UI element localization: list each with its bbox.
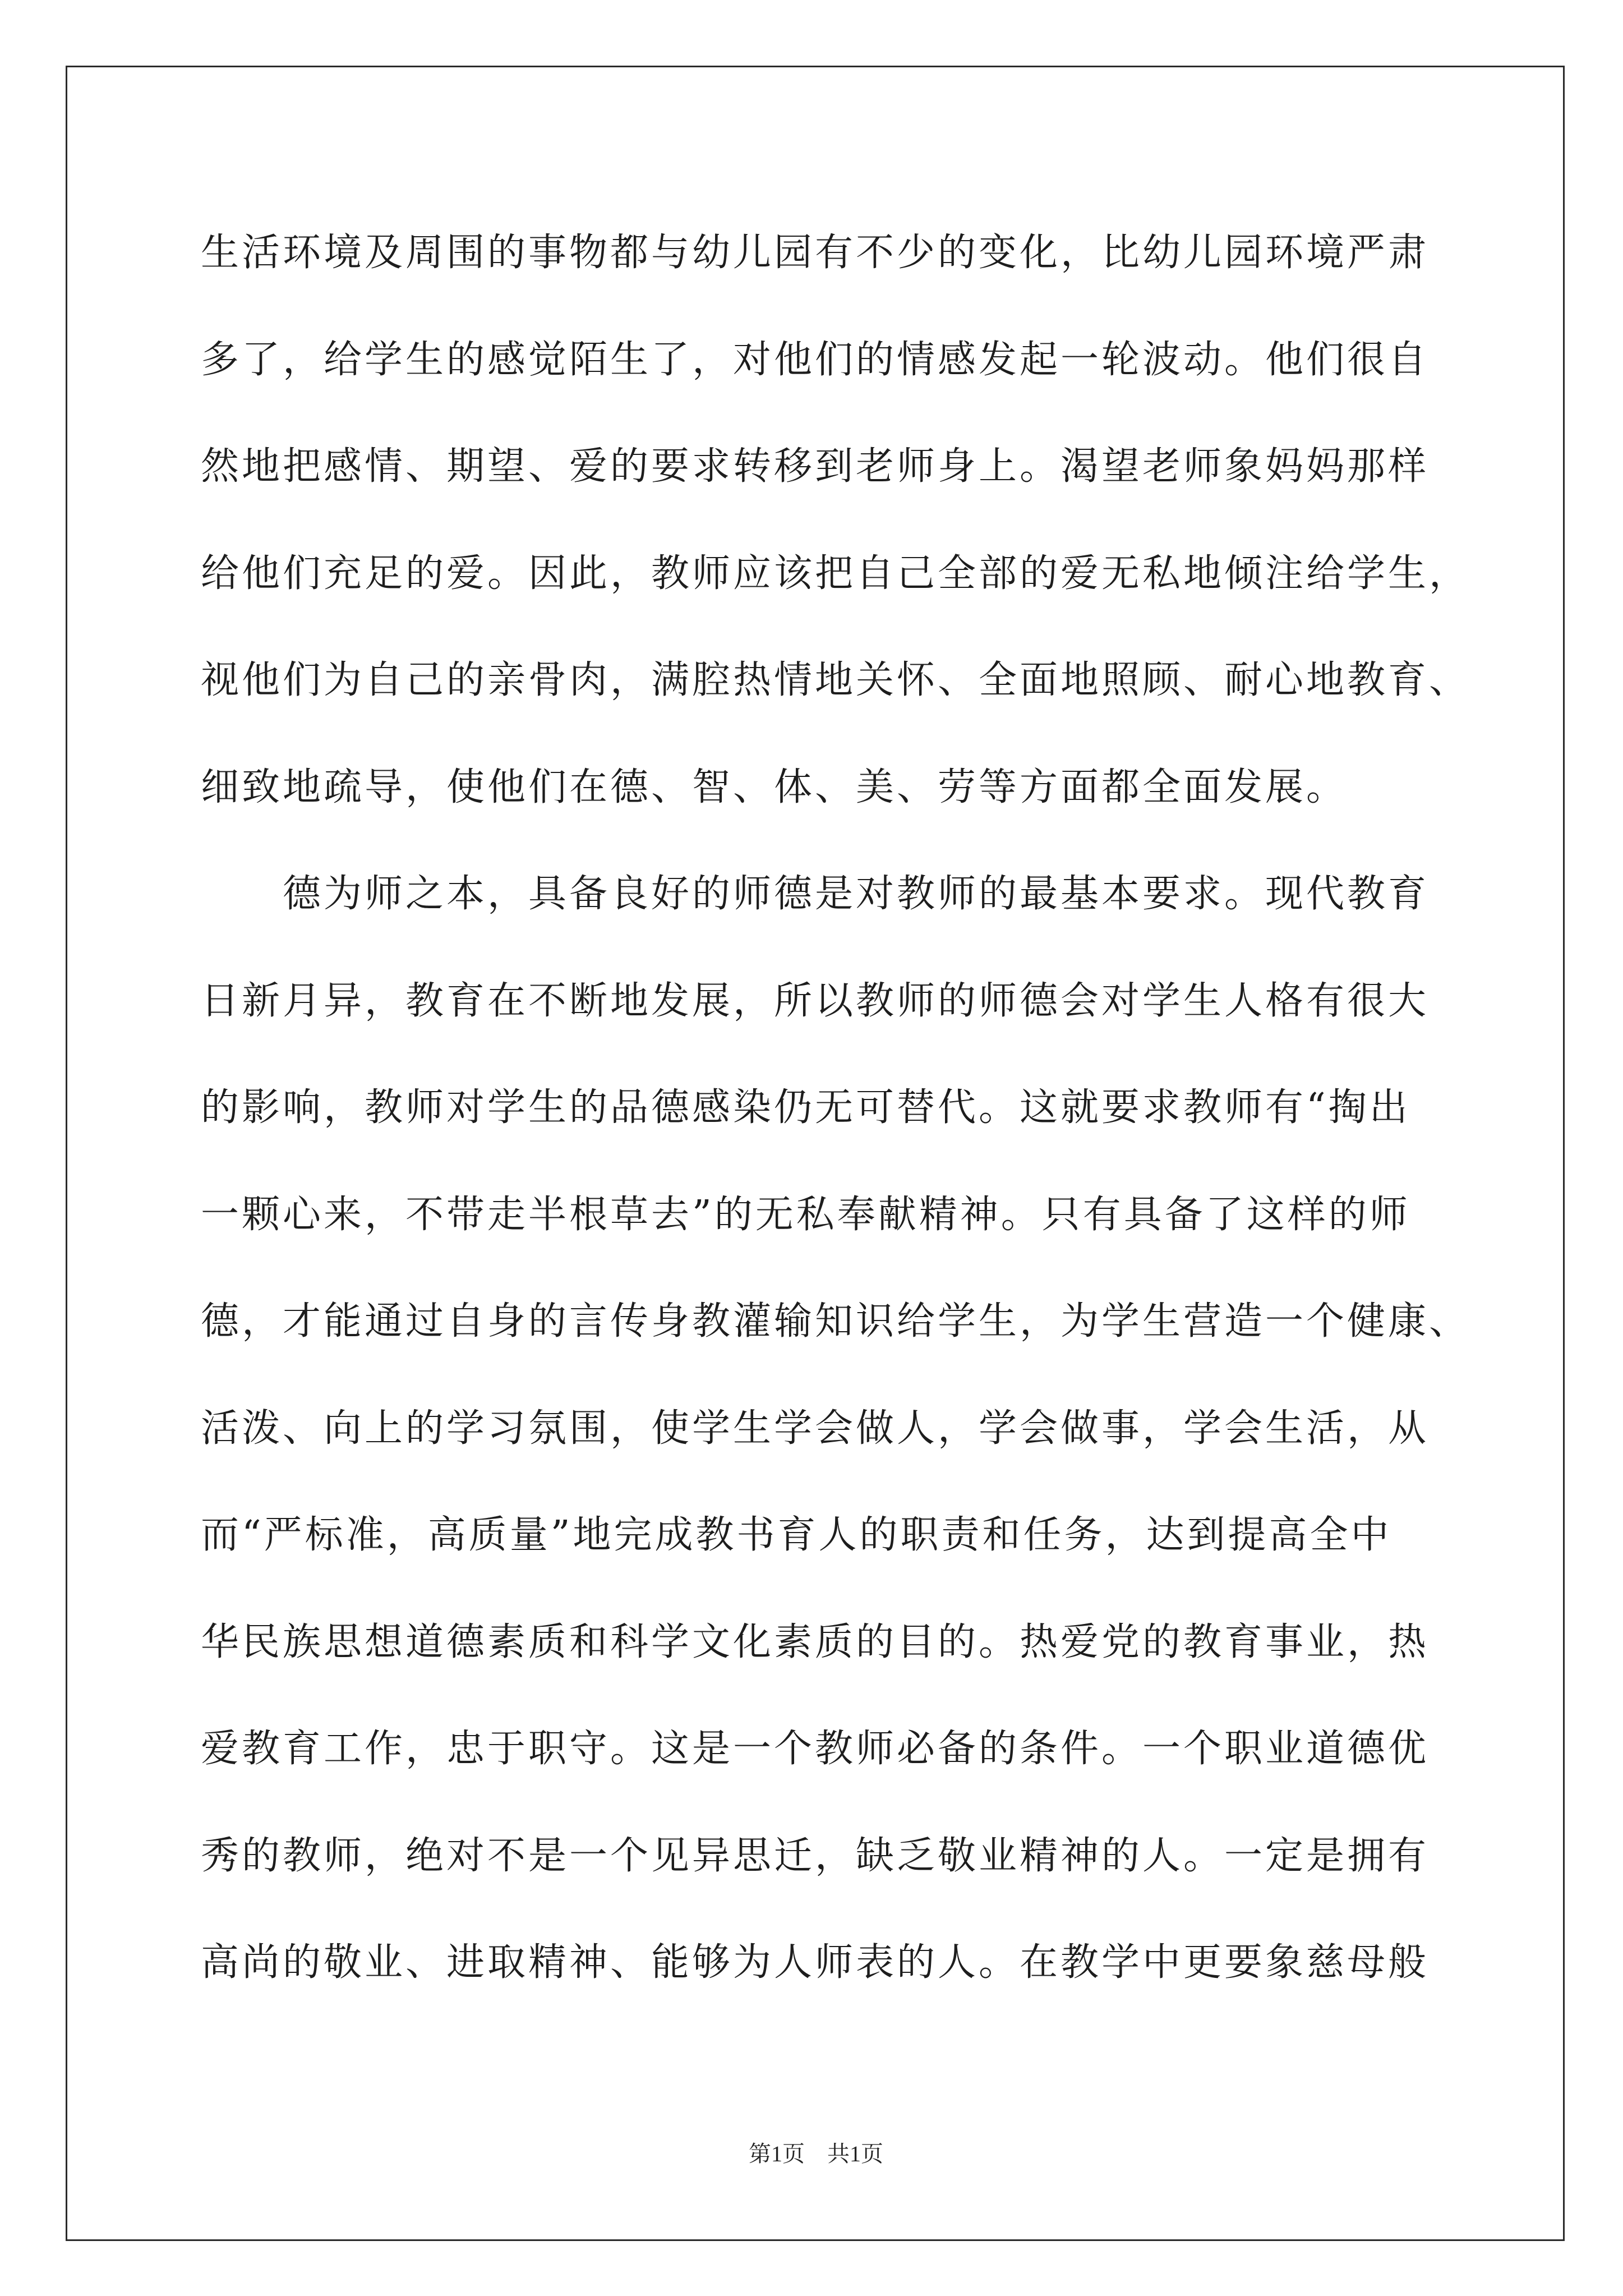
paragraph-2 [201, 841, 1536, 2017]
text-line: 的影响，教师对学生的品德感染仍无可替代。这就要求教师有“掏出 [201, 1085, 1410, 1130]
text-line: 活泼、向上的学习氛围，使学生学会做人，学会做事，学会生活，从 [201, 1406, 1430, 1451]
text-line: 德，才能通过自身的言传身教灌输知识给学生，为学生营造一个健康、 [201, 1299, 1470, 1343]
text-line: 而“严标准，高质量”地完成教书育人的职责和任务，达到提高全中 [201, 1513, 1392, 1557]
text-line: 视他们为自己的亲骨肉，满腔热情地关怀、全面地照顾、耐心地教育、 [201, 658, 1470, 702]
page-number-footer: 第1页 共1页 [749, 2141, 883, 2166]
text-line: 爱教育工作，忠于职守。这是一个教师必备的条件。一个职业道德优 [201, 1727, 1430, 1771]
text-line: 细致地疏导，使他们在德、智、体、美、劳等方面都全面发展。 [201, 765, 1348, 809]
text-line: 给他们充足的爱。因此，教师应该把自己全部的爱无私地倾注给学生， [201, 551, 1470, 596]
body-text [201, 200, 1536, 2017]
text-line: 华民族思想道德素质和科学文化素质的目的。热爱党的教育事业，热 [201, 1619, 1430, 1664]
text-line: 然地把感情、期望、爱的要求转移到老师身上。渴望老师象妈妈那样 [201, 444, 1430, 489]
paragraph-1 [201, 200, 1536, 841]
text-line: 高尚的敬业、进取精神、能够为人师表的人。在教学中更要象慈母般 [201, 1940, 1430, 1985]
text-line: 日新月异，教育在不断地发展，所以教师的师德会对学生人格有很大 [201, 978, 1430, 1023]
text-line: 多了，给学生的感觉陌生了，对他们的情感发起一轮波动。他们很自 [201, 337, 1430, 382]
text-line: 德为师之本，具备良好的师德是对教师的最基本要求。现代教育 [283, 872, 1430, 916]
text-line: 秀的教师，绝对不是一个见异思迁，缺乏敬业精神的人。一定是拥有 [201, 1833, 1430, 1878]
text-line: 生活环境及周围的事物都与幼儿园有不少的变化，比幼儿园环境严肃 [201, 231, 1430, 275]
text-line: 一颗心来，不带走半根草去”的无私奉献精神。只有具备了这样的师 [201, 1192, 1410, 1237]
